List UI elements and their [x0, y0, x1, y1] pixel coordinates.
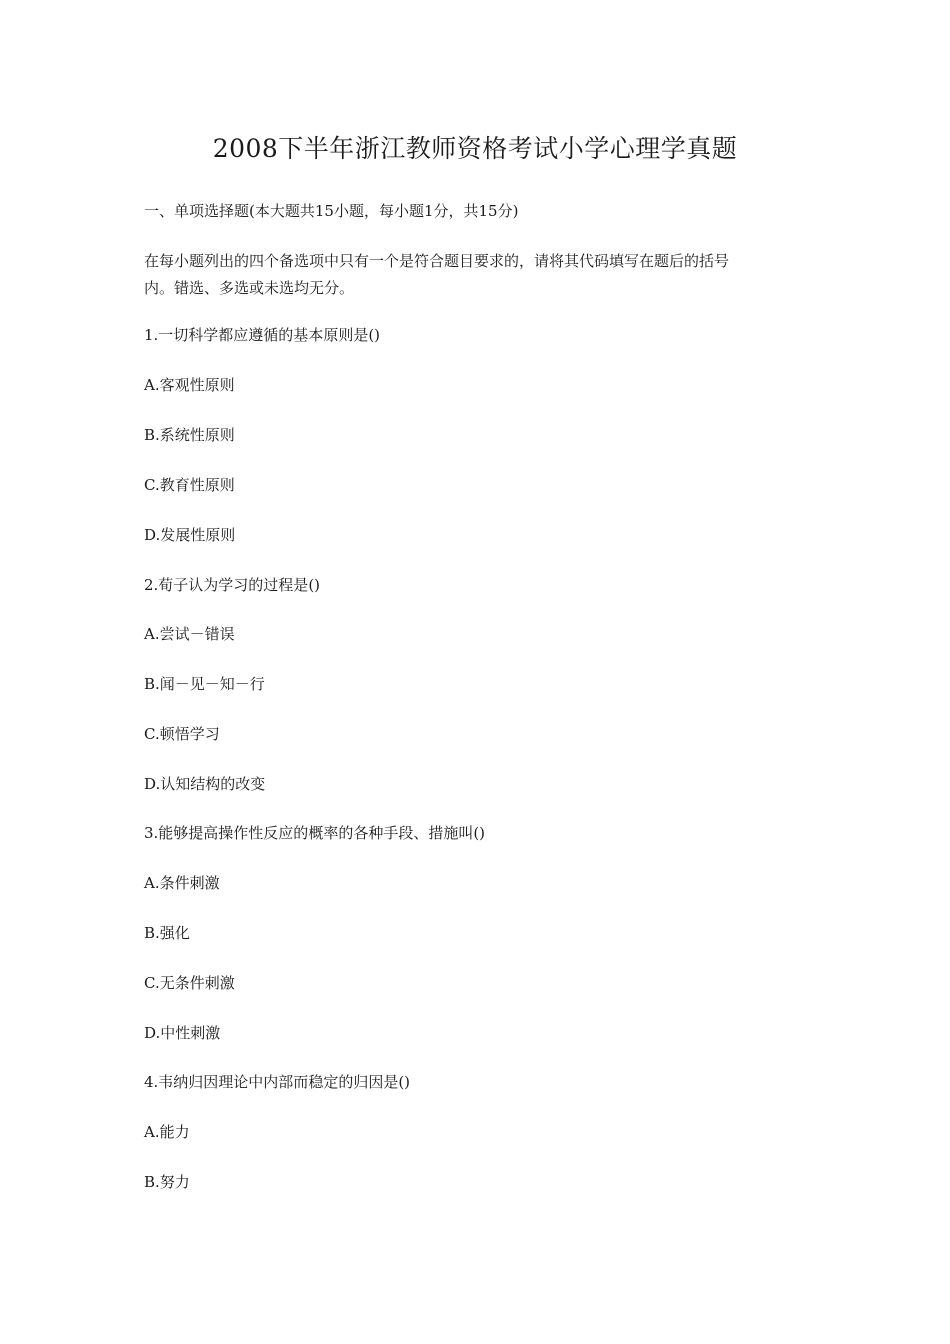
question-stem: 2.荀子认为学习的过程是()	[144, 576, 321, 594]
question-stem: 1.一切科学都应遵循的基本原则是()	[144, 326, 381, 344]
answer-option: D.中性刺激	[144, 1024, 221, 1042]
answer-option: C.顿悟学习	[144, 725, 220, 743]
instruction-line-2: 内。错选、多选或未选均无分。	[144, 279, 355, 297]
question-stem: 4.韦纳归因理论中内部而稳定的归因是()	[144, 1073, 411, 1091]
instruction-line-1: 在每小题列出的四个备选项中只有一个是符合题目要求的，请将其代码填写在题后的括号	[144, 252, 730, 270]
answer-option: A.尝试－错误	[144, 625, 235, 643]
answer-option: A.条件刺激	[144, 874, 220, 892]
document-title: 2008下半年浙江教师资格考试小学心理学真题	[212, 134, 738, 163]
answer-option: A.能力	[144, 1123, 190, 1141]
answer-option: A.客观性原则	[144, 376, 235, 394]
answer-option: B.闻－见－知－行	[144, 675, 265, 693]
answer-option: B.强化	[144, 924, 190, 942]
answer-option: B.努力	[144, 1173, 190, 1191]
answer-option: B.系统性原则	[144, 426, 235, 444]
answer-option: D.认知结构的改变	[144, 775, 266, 793]
question-stem: 3.能够提高操作性反应的概率的各种手段、措施叫()	[144, 824, 486, 842]
section-heading: 一、单项选择题(本大题共15小题，每小题1分，共15分)	[144, 202, 519, 220]
answer-option: D.发展性原则	[144, 526, 236, 544]
answer-option: C.教育性原则	[144, 476, 235, 494]
answer-option: C.无条件刺激	[144, 974, 235, 992]
